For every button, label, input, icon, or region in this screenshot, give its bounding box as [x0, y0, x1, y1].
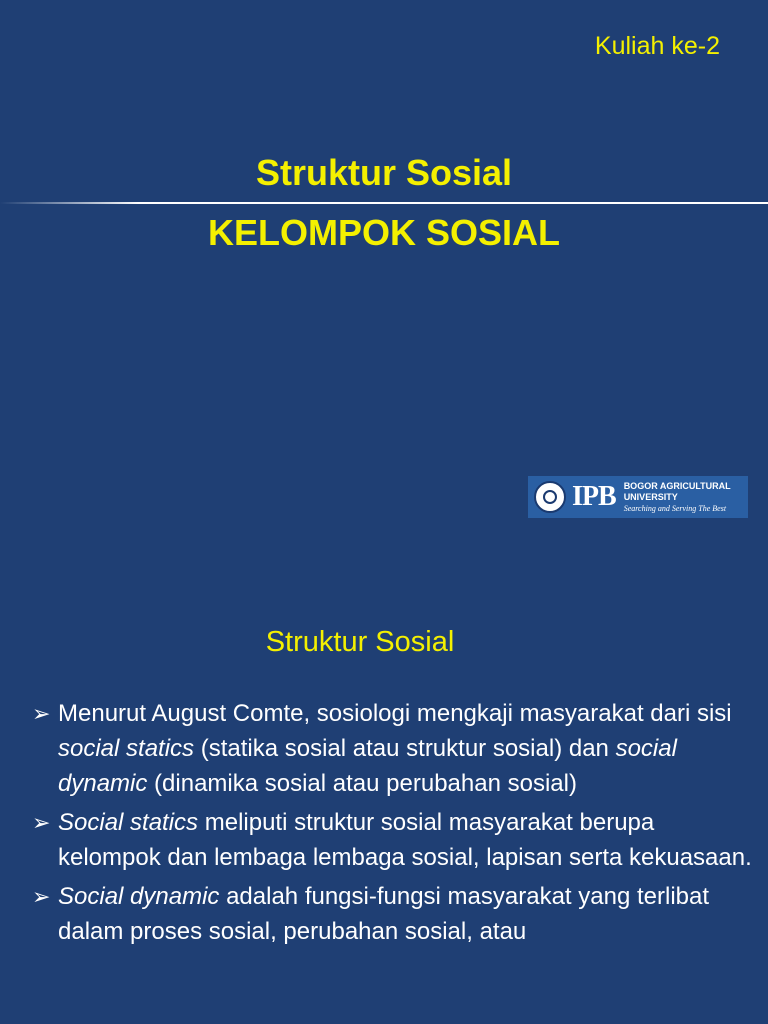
logo-line1: BOGOR AGRICULTURAL — [623, 480, 731, 491]
university-logo — [528, 476, 748, 518]
bullet-text: Menurut August Comte, sosiologi mengkaji masyarakat dari sisi social statics (statika sosial atau struktur sosial) dan social dynamic (dinamika sosial atau perubahan sosial) — [58, 700, 732, 797]
logo-acronym: IPB — [572, 481, 616, 512]
bullet-item — [32, 696, 752, 801]
logo-tagline: Searching and Serving The Best — [623, 503, 727, 513]
lecture-label: Kuliah ke-2 — [594, 32, 720, 60]
content-slide-title: Struktur Sosial — [265, 626, 455, 658]
slide-title-line2: KELOMPOK SOSIAL — [207, 212, 561, 253]
bullet-list — [32, 696, 752, 953]
title-divider — [0, 202, 768, 204]
arrow-bullet-icon: ➢ — [32, 810, 51, 835]
bullet-item — [32, 805, 752, 875]
arrow-bullet-icon: ➢ — [32, 884, 51, 909]
logo-text — [624, 481, 731, 514]
arrow-bullet-icon: ➢ — [32, 701, 51, 726]
slide-title-line1: Struktur Sosial — [255, 152, 513, 193]
bullet-item — [32, 879, 752, 949]
bullet-text: Social statics meliputi struktur sosial masyarakat berupa kelompok dan lembaga lembaga sosial, lapisan serta kekuasaan. — [58, 809, 752, 871]
logo-line2: UNIVERSITY — [623, 491, 678, 502]
bullet-text: Social dynamic adalah fungsi-fungsi masyarakat yang terlibat dalam proses sosial, perubahan sosial, atau — [58, 883, 710, 945]
university-seal-icon — [534, 481, 566, 513]
